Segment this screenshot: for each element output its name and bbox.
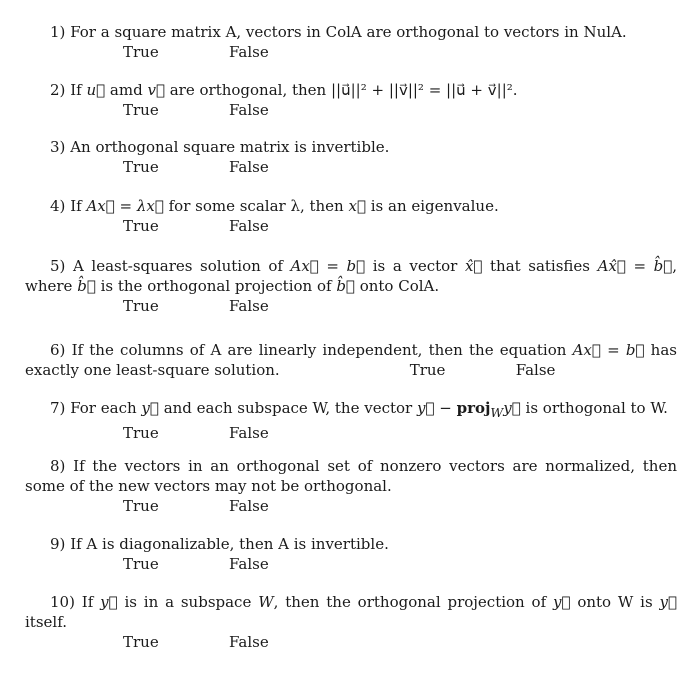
false-option[interactable]: False (229, 101, 269, 119)
question-4-number: 4) (50, 197, 66, 215)
false-option[interactable]: False (229, 497, 269, 515)
question-10 (25, 592, 677, 652)
question-1-answers (25, 42, 677, 62)
question-8-answers (25, 496, 677, 516)
question-5-answers (25, 296, 677, 316)
question-3-answers (25, 157, 677, 177)
question-8-number: 8) (50, 457, 66, 475)
false-option[interactable]: False (229, 297, 269, 315)
question-9-answers (25, 554, 677, 574)
question-5 (25, 256, 677, 316)
question-8 (25, 456, 677, 516)
question-10-text: 10) If y⃗ is in a subspace W, then the orthogonal projection of y⃗ onto W is y⃗ itself. (25, 593, 677, 631)
question-5-number: 5) (50, 257, 66, 275)
question-4 (25, 196, 677, 236)
true-option[interactable]: True (123, 497, 159, 515)
false-option[interactable]: False (229, 217, 269, 235)
question-5-text: 5) A least-squares solution of Ax⃗ = b⃗ is a vector x̂⃗ that satisfies Ax̂⃗ = b̂⃗, where b̂⃗ is the orthogonal projection of b̂⃗ onto ColA. (25, 257, 677, 295)
true-option[interactable]: True (123, 297, 159, 315)
question-9-number: 9) (50, 535, 66, 553)
question-7-text: 7) For each y⃗ and each subspace W, the vector y⃗ − proj$_W$y⃗ is orthogonal to W. (50, 399, 668, 420)
question-1 (25, 22, 677, 62)
question-9-text: 9) If A is diagonalizable, then A is invertible. (50, 535, 389, 553)
question-2 (25, 80, 677, 120)
question-9 (25, 534, 677, 574)
false-option[interactable]: False (229, 43, 269, 61)
true-option[interactable]: True (123, 555, 159, 573)
question-4-text: 4) If Ax⃗ = λx⃗ for some scalar λ, then x⃗ is an eigenvalue. (50, 197, 499, 215)
question-1-number: 1) (50, 23, 66, 41)
question-3-text: 3) An orthogonal square matrix is invertible. (50, 138, 390, 156)
false-option[interactable]: False (229, 633, 269, 651)
question-6 (25, 340, 677, 380)
true-option[interactable]: True (123, 43, 159, 61)
false-option[interactable]: False (229, 555, 269, 573)
question-4-formula: Ax⃗ = λx⃗ (86, 197, 164, 215)
true-option[interactable]: True (123, 633, 159, 651)
question-1-text: 1) For a square matrix A, vectors in ColA are orthogonal to vectors in NulA. (50, 23, 627, 41)
question-6-number: 6) (50, 341, 66, 359)
true-option[interactable]: True (123, 424, 159, 442)
question-8-text: 8) If the vectors in an orthogonal set of nonzero vectors are normalized, then some of the new vectors may not be orthogonal. (25, 457, 677, 495)
false-option[interactable]: False (229, 158, 269, 176)
question-2-number: 2) (50, 81, 66, 99)
question-6-text: 6) If the columns of A are linearly independent, then the equation Ax⃗ = b⃗ has exactly one least-square solution. True False (25, 341, 677, 379)
true-option[interactable]: True (123, 217, 159, 235)
question-2-text: 2) If u⃗ amd v⃗ are orthogonal, then ||u⃗||² + ||v⃗||² = ||u⃗ + v⃗||². (50, 81, 518, 99)
true-option[interactable]: True (409, 361, 446, 379)
question-10-number: 10) (50, 593, 75, 611)
question-7 (25, 398, 677, 443)
question-7-number: 7) (50, 399, 66, 417)
question-6-answers (360, 360, 556, 380)
question-10-answers (25, 632, 677, 652)
question-4-answers (25, 216, 677, 236)
true-option[interactable]: True (123, 101, 159, 119)
true-option[interactable]: True (123, 158, 159, 176)
question-2-formula: ||u⃗||² + ||v⃗||² = ||u⃗ + v⃗||². (331, 81, 518, 99)
question-3-number: 3) (50, 138, 66, 156)
false-option[interactable]: False (515, 361, 556, 379)
question-2-answers (25, 100, 677, 120)
false-option[interactable]: False (229, 424, 269, 442)
question-3 (25, 137, 677, 177)
question-7-answers (25, 423, 677, 443)
